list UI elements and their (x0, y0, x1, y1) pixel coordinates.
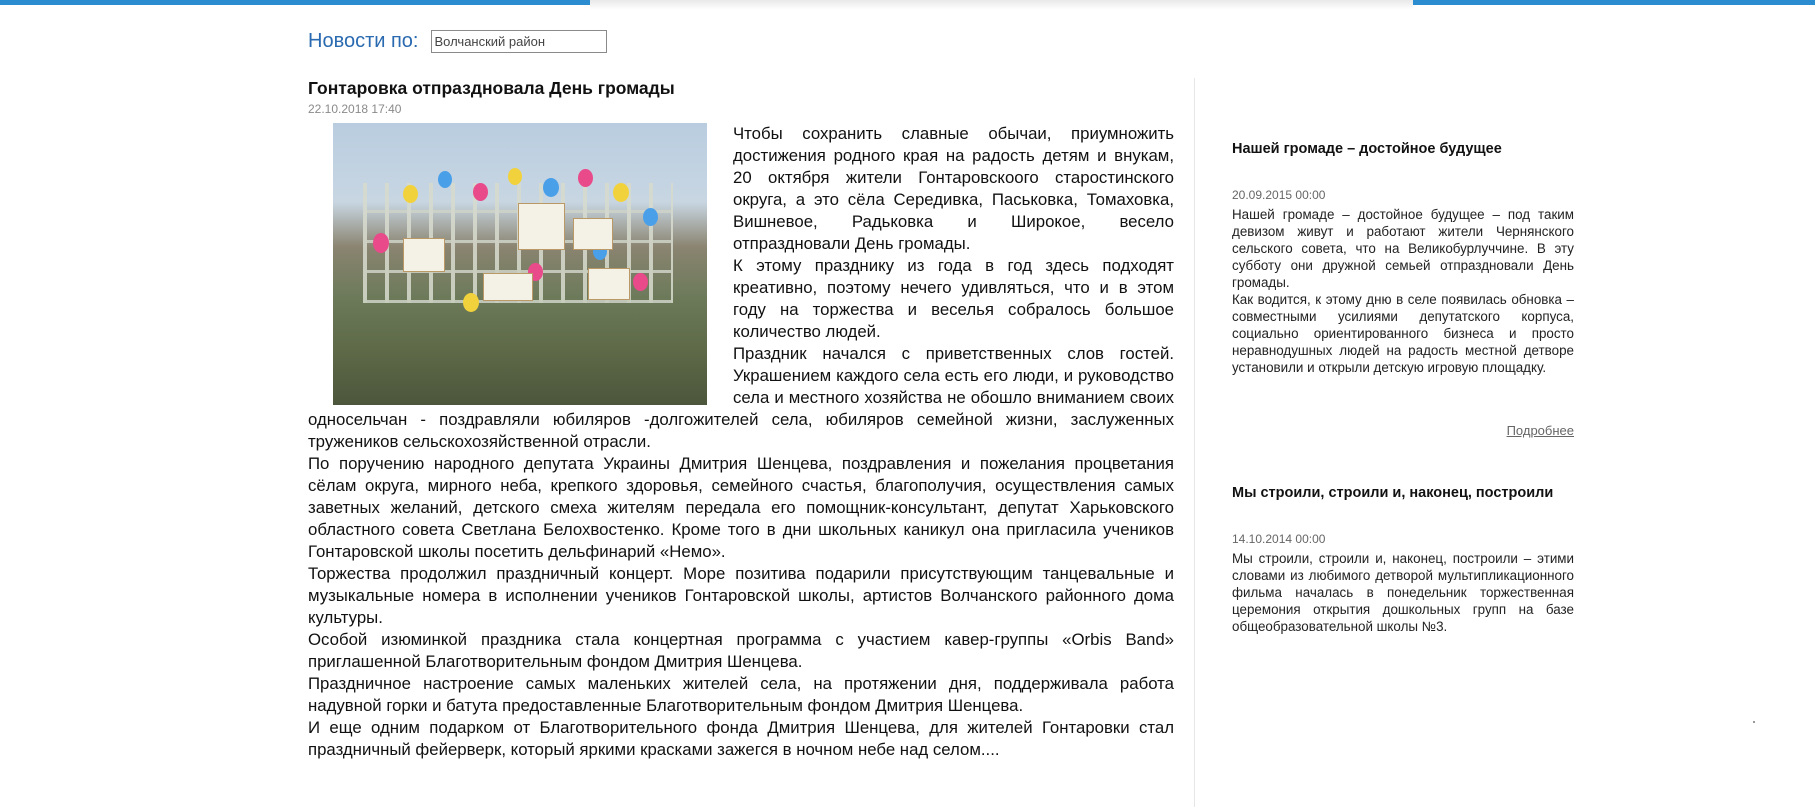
photo-balloon (613, 183, 629, 202)
photo-balloon (438, 171, 452, 188)
photo-sign (573, 218, 613, 250)
article-paragraph: Особой изюминкой праздника стала концертная программа с участием кавер-группы «Orbis Band» приглашенной Благотворительным фондом Дмитрия Шенцева. (308, 630, 1174, 671)
photo-balloon (463, 293, 479, 312)
article-paragraph: Праздничное настроение самых маленьких жителей села, на протяжении дня, поддерживала работа надувной горки и батута предоставленные Благотворительным фондом Дмитрия Шенцева. (308, 674, 1174, 715)
top-accent-bar-left (0, 0, 590, 5)
sidebar-news-title[interactable]: Нашей громаде – достойное будущее (1232, 141, 1502, 157)
article-paragraph: Чтобы сохранить славные обычаи, приумножить достижения родного края на радость детям и внукам, 20 октября жители Гонтаровскоого старостинского округа, а это сёла Середивка, Паськовка, Томаховка, Вишневое, Радьковка и Широкое, весело отпраздновали День громады. (733, 124, 1174, 253)
photo-sign (518, 203, 565, 250)
photo-balloon (508, 168, 522, 185)
article-title: Гонтаровка отпраздновала День громады (308, 78, 675, 98)
photo-sign (403, 238, 445, 272)
sidebar-news-text (1232, 550, 1574, 635)
photo-balloon (373, 233, 389, 253)
article-date: 22.10.2018 17:40 (308, 102, 402, 116)
sidebar-news-item (1232, 140, 1574, 438)
sidebar-news-date: 20.09.2015 00:00 (1232, 188, 1326, 202)
article-paragraph: И еще одним подарком от Благотворительного фонда Дмитрия Шенцева, для жителей Гонтаровки стал праздничный фейерверк, который яркими красками зажегся в ночном небе над селом.... (308, 718, 1174, 759)
decorative-dot (1753, 721, 1755, 723)
article-paragraph: Торжества продолжил праздничный концерт. Море позитива подарили присутствующим танцевальные и музыкальные номера в исполнении учеников Гонтаровской школы, артистов Волчанского районного дома культуры. (308, 564, 1174, 627)
column-divider (1194, 78, 1195, 807)
news-filter (308, 30, 607, 53)
photo-balloon (403, 185, 418, 203)
top-shadow-bar (590, 0, 1413, 10)
sidebar-news-paragraph: Мы строили, строили и, наконец, построили – этими словами из любимого детворой мультипликационного фильма началась в понедельник торжественная церемония открытия дошкольных групп на базе общеобразовательной школы №3. (1232, 551, 1574, 634)
article-paragraph: По поручению народного депутата Украины Дмитрия Шенцева, поздравления и пожелания процветания сёлам округа, мирного неба, крепкого здоровья, семейного счастья, благополучия, осуществления самых заветных желаний, детского смеха жителям передала его помощник-консультант, депутат Харьковского областного совета Светлана Белохвостенко. Кроме того в дни школьных каникул она пригласила учеников Гонтаровской школы посетить дельфинарий «Немо». (308, 454, 1174, 561)
article-body (308, 123, 1174, 761)
sidebar-news-title[interactable]: Мы строили, строили и, наконец, построили (1232, 485, 1554, 501)
sidebar-news-text (1232, 206, 1574, 376)
article (308, 77, 1174, 761)
article-paragraph: Праздник начался с приветственных слов гостей. Украшением каждого села есть его люди, и руководство села и местного хозяйства не обошло вниманием своих односельчан - поздравляли юбиляров -долгожителей села, юбиляров семейной жизни, заслуженных тружеников сельскохозяйственной отрасли. (308, 344, 1174, 451)
read-more-link[interactable]: Подробнее (1506, 423, 1574, 438)
photo-balloon (643, 208, 658, 226)
sidebar-news-paragraph: Нашей громаде – достойное будущее – под таким девизом живут и работают жители Чернянского сельского совета, что на Великобурлуччине. В эту субботу они дружной семьей отпраздновали День громады. (1232, 207, 1574, 290)
photo-sign (588, 268, 630, 300)
sidebar-news-date: 14.10.2014 00:00 (1232, 532, 1326, 546)
region-filter-input[interactable] (431, 30, 607, 53)
article-photo (333, 123, 707, 405)
news-filter-label: Новости по: (308, 30, 419, 52)
photo-balloon (543, 178, 559, 197)
top-accent-bar-right (1413, 0, 1815, 5)
photo-balloon (633, 273, 648, 291)
photo-sign (483, 273, 533, 301)
sidebar (1232, 140, 1574, 635)
photo-balloon (578, 169, 593, 187)
sidebar-news-item (1232, 484, 1574, 635)
photo-balloon (473, 183, 488, 201)
sidebar-news-paragraph: Как водится, к этому дню в селе появилась обновка – совместными усилиями депутатского корпуса, социально ориентированного бизнеса и просто неравнодушных людей на радость местной детворе установили и открыли детскую игровую площадку. (1232, 292, 1574, 375)
article-paragraph: К этому празднику из года в год здесь подходят креативно, поэтому нечего удивляться, что и в этом году на торжества и веселья собралось большое количество людей. (733, 256, 1174, 341)
